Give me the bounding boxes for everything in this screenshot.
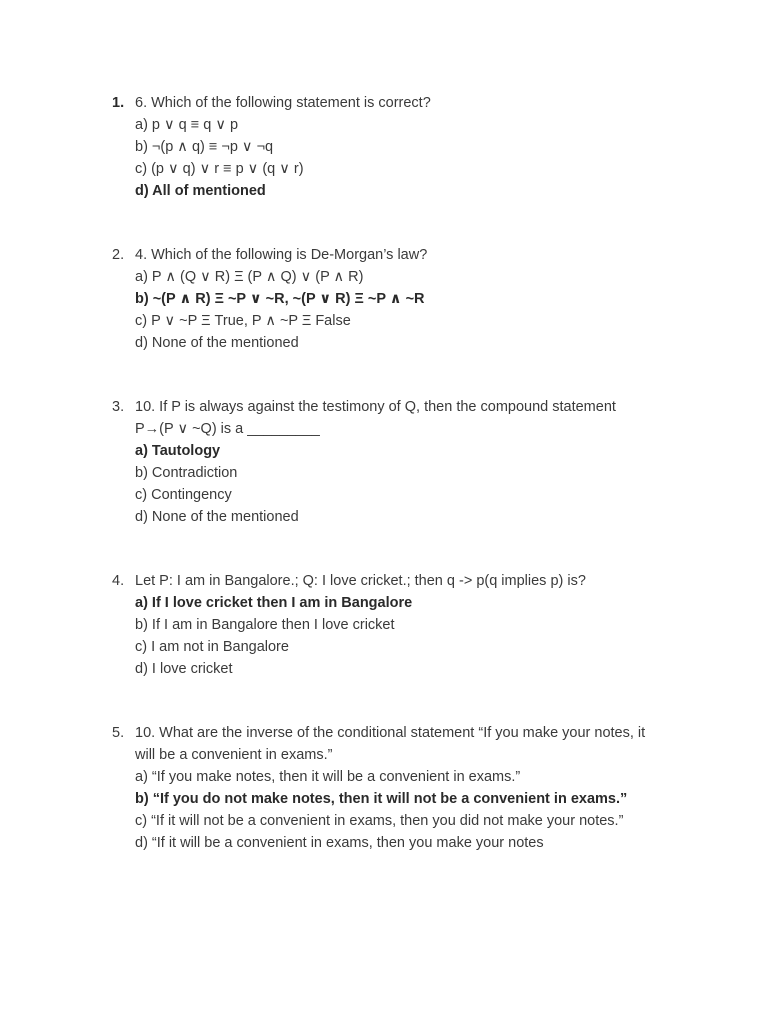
option-c: c) (p ∨ q) ∨ r ≡ p ∨ (q ∨ r) <box>135 161 304 177</box>
option-b: b) Contradiction <box>135 465 238 481</box>
question-1 <box>112 92 692 202</box>
option-c: c) I am not in Bangalore <box>135 639 289 655</box>
option-a-correct-answer: a) If I love cricket then I am in Bangalore <box>135 595 413 611</box>
question-number: 5. <box>112 725 125 741</box>
question-4 <box>112 570 692 680</box>
question-number: 1. <box>112 95 125 111</box>
question-number: 3. <box>112 399 125 415</box>
option-b: b) If I am in Bangalore then I love cricket <box>135 617 395 633</box>
question-text: 6. Which of the following statement is correct? <box>135 95 431 111</box>
option-c: c) P ∨ ~P Ξ True, P ∧ ~P Ξ False <box>135 313 351 329</box>
question-text-line-1: 10. What are the inverse of the conditional statement “If you make your notes, it <box>135 725 646 741</box>
question-text-line-1: 10. If P is always against the testimony of Q, then the compound statement <box>135 399 616 415</box>
question-text-line-2: P→(P ∨ ~Q) is a _________ <box>135 421 320 437</box>
option-d: d) I love cricket <box>135 661 233 677</box>
option-c: c) Contingency <box>135 487 232 503</box>
option-c: c) “If it will not be a convenient in exams, then you did not make your notes.” <box>135 813 624 829</box>
question-text-line-2: will be a convenient in exams.” <box>135 747 333 763</box>
option-a-correct-answer: a) Tautology <box>135 443 221 459</box>
option-b-correct-answer: b) “If you do not make notes, then it will not be a convenient in exams.” <box>135 791 628 807</box>
option-d-correct-answer: d) All of mentioned <box>135 183 266 199</box>
option-b: b) ¬(p ∧ q) ≡ ¬p ∨ ¬q <box>135 139 274 155</box>
option-a: a) P ∧ (Q ∨ R) Ξ (P ∧ Q) ∨ (P ∧ R) <box>135 269 364 285</box>
question-text: 4. Which of the following is De-Morgan’s law? <box>135 247 428 263</box>
question-2 <box>112 244 692 354</box>
option-d: d) None of the mentioned <box>135 335 299 351</box>
option-d: d) “If it will be a convenient in exams, then you make your notes <box>135 835 544 851</box>
option-a: a) p ∨ q ≡ q ∨ p <box>135 117 239 133</box>
question-3 <box>112 396 692 528</box>
question-number: 4. <box>112 573 125 589</box>
question-number: 2. <box>112 247 125 263</box>
option-b-correct-answer: b) ~(P ∧ R) Ξ ~P ∨ ~R, ~(P ∨ R) Ξ ~P ∧ ~R <box>135 291 425 307</box>
question-text: Let P: I am in Bangalore.; Q: I love cricket.; then q -> p(q implies p) is? <box>135 573 586 589</box>
option-a: a) “If you make notes, then it will be a convenient in exams.” <box>135 769 521 785</box>
question-5 <box>112 722 692 854</box>
option-d: d) None of the mentioned <box>135 509 299 525</box>
